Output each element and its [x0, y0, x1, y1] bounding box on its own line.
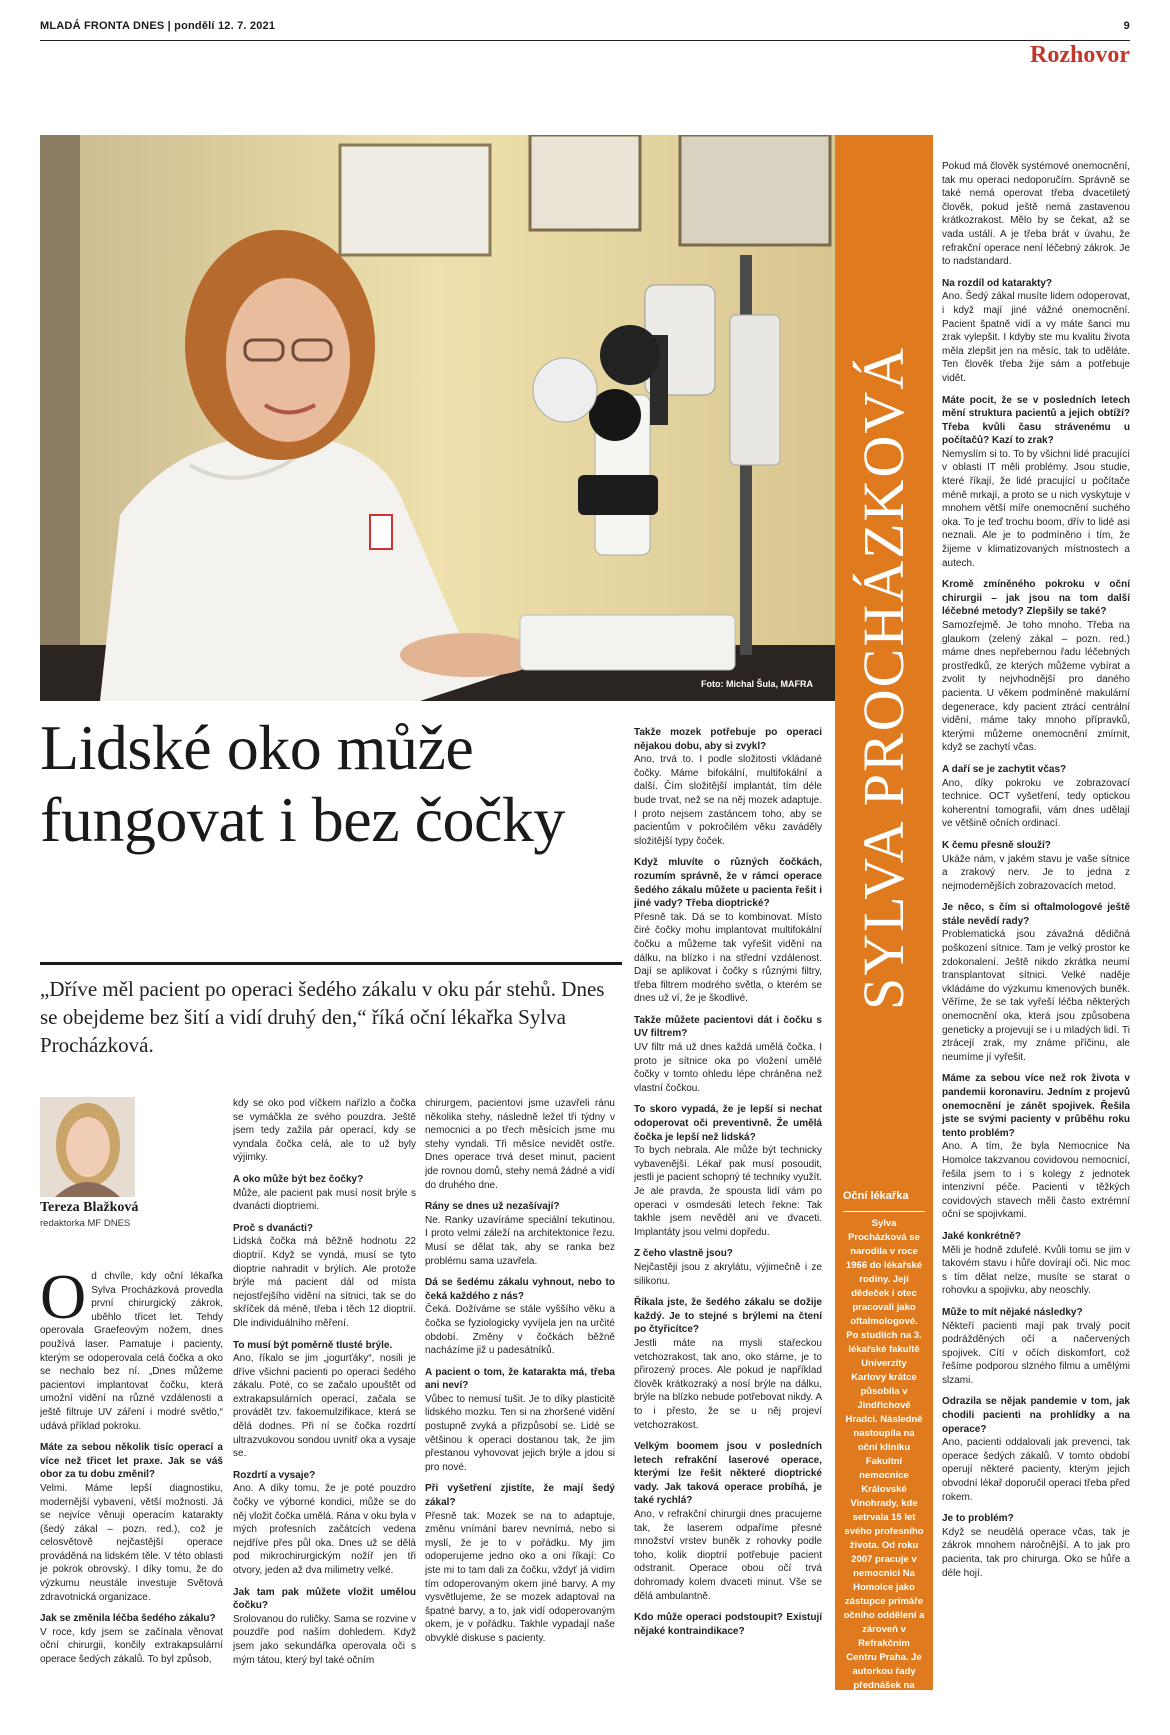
question: Proč s dvanácti? — [233, 1222, 314, 1234]
answer: UV filtr má už dnes každá umělá čočka. I proto je sítnice oka po vložení umělé čočky v tomto ohledu lépe chráněna než vlastní čočkou. — [634, 1042, 822, 1094]
question: K čemu přesně slouží? — [942, 839, 1051, 851]
answer: Čeká. Dožíváme se stále vyššího věku a čočka se fyziologicky vyvíjela jen na určité období. Změny v čočkách běžně nacházíme již u padesátníků. — [425, 1304, 615, 1357]
answer: Nemyslím si to. To by všichni lidé pracující v oblasti IT měli problémy. Jsou studie, které říkají, že lidé pracující u počítače méně mrkají, a proto se u nich vyskytuje v mnohem větší míře onemocnění suchého oka. To je teď trochu boom, dřív to lidé asi neznali. Ale je to podmíněno i tím, že žijeme v klimatizovaných místnostech a autech. — [942, 448, 1130, 569]
question: Na rozdíl od katarakty? — [942, 277, 1053, 289]
question: Máte pocit, že se v posledních letech mění struktura pacientů a jejich obtíží? Třeba kvůli času strávenému u počítačů? Kazí to zrak? — [942, 394, 1130, 447]
answer: Ano, trvá to. I podle složitosti vkládané čočky. Máme bifokální, multifokální a další. Čím složitější implantát, tím déle bude trvat, než se na něj mozek adaptuje. I proto nejsem zastáncem toho, aby se pacientům v pokročilém věku zaváděly složitější typy čoček. — [634, 754, 822, 847]
question: Máte za sebou několik tisíc operací a více než třicet let praxe. Jak se váš obor za tu dobu změnil? — [40, 1442, 223, 1481]
question: Máme za sebou více než rok života v pandemii koronaviru. Jedním z projevů onemocnění je zánět spojivek. Řešila jste se svými pacienty v průběhu roku tento problém? — [942, 1073, 1130, 1139]
answer: Ne. Ranky uzavíráme speciální tekutinou. I proto velmi záleží na architektonice řezu. Musí se dělat tak, aby se ranka bez problému sama uzavřela. — [425, 1214, 615, 1267]
main-photo — [40, 135, 835, 701]
question: Velkým boomem jsou v posledních letech refrakční laserové operace, kterými lze řešit některé dioptrické vady. Jak taková operace probíhá, je také rychlá? — [634, 1441, 822, 1507]
question: Při vyšetření zjistíte, že mají šedý zákal? — [425, 1483, 615, 1509]
photo-credit: Foto: Michal Šula, MAFRA — [701, 679, 813, 689]
answer: Ano. A tím, že byla Nemocnice Na Homolce takzvanou covidovou nemocnicí, řešila jsem to i s kolegy z jednotek intenzivní péče. Pacienti v těžkých covidových stavech měli často extrémní oční se spojivkami. — [942, 1141, 1130, 1221]
answer: V roce, kdy jsem se začínala věnovat oční chirurgii, končily extrakapsulární operace šedých zákalů. To byl způsob, — [40, 1626, 223, 1666]
question: Jaké konkrétně? — [942, 1230, 1021, 1242]
question: Může to mít nějaké následky? — [942, 1306, 1083, 1318]
question: Je něco, s čím si oftalmologové ještě stále nevědí rady? — [942, 902, 1130, 927]
question: Jak tam pak můžete vložit umělou čočku? — [233, 1586, 416, 1612]
answer: Ano, v refrakční chirurgii dnes pracujeme tak, že laserem odpaříme přesné množství vrstev buněk z rohovky podle toho, kolik dioptrií potřebuje pacient odstranit. Operace obou očí trvá dohromady kolem dvaceti minut. Vše se dělá ambulantně. — [634, 1509, 822, 1602]
question: Odrazila se nějak pandemie v tom, jak chodili pacienti na prohlídky a na operace? — [942, 1396, 1130, 1435]
section-label: Rozhovor — [1030, 42, 1130, 68]
question: Když mluvíte o různých čočkách, rozumím správně, že v rámci operace šedého zákalu můžete u pacienta řešit i jiné vady? Třeba dioptrické? — [634, 857, 822, 910]
author-avatar — [40, 1097, 135, 1197]
lead-paragraph: „Dříve měl pacient po operaci šedého zákalu v oku pár stehů. Dnes se obejdeme bez šití a vidí druhý den,“ říká oční lékařka Sylva Procházková. — [40, 977, 605, 1057]
portrait-illustration — [40, 135, 835, 701]
name-banner — [835, 135, 933, 1733]
intro-paragraph: Od chvíle, kdy oční lékařka Sylva Procházková provedla první chirurgický zákrok, uběhlo třicet let. Tehdy operovala Graefeovým nožem, dnes používá laser. Pamatuje i pacienty, kterým se odoperovala celá čočka a oko se nechalo bez ní. „Dnes můžeme pacientovi implantovat čočku, která umožní vidění na různé vzdálenosti a ještě filtruje UV záření i modré světlo,“ udává příklad pokroku. — [40, 1270, 223, 1432]
continuation-paragraph: Pokud má člověk systémové onemocnění, tak mu operaci nedoporučím. Správně se také nemá operovat třeba dvacetiletý člověk, pokud ještě nemá zastavenou krátkozrakost. Mělo by se čekat, až se vada ustálí. A je třeba brát v úvahu, že refrakční operace není léčebný zákrok. Je to nadstandard. — [942, 161, 1130, 268]
question: Takže můžete pacientovi dát i čočku s UV filtrem? — [634, 1014, 822, 1040]
answer: Jestli máte na mysli stařeckou vetchozrakost, tak ano, oko stárne, je to přirozený proces. Ale pokud je například člověk krátkozraký a nosí brýle na dálku, brýle na blízko nebude potřebovat nikdy. A to i přesto, že se u něj projeví vetchozrakost. — [634, 1337, 822, 1431]
question: Říkala jste, že šedého zákalu se dožije každý. Je to stejné s brýlemi na čtení po čtyřicítce? — [634, 1297, 822, 1336]
answer: Přesně tak. Dá se to kombinovat. Místo čiré čočky mohu implantovat multifokální čočku a můžeme tak vyřešit vidění na dálku, na blízko i na střední vzdálenost. Dají se aplikovat i čočky s různými filtry, třeba filtrem modrého světla, o kterém se dnes už ví, že je škodlivé. — [634, 911, 822, 1005]
answer: Může, ale pacient pak musí nosit brýle s dvanácti dioptriemi. — [233, 1187, 416, 1213]
bio-heading: Oční lékařka — [843, 1190, 909, 1202]
answer: Ano. A díky tomu, že je poté pouzdro čočky ve výborné kondici, může se do něj vložit čočka umělá. Rána v oku byla v mých profesních začátcích vedena nejdříve přes půl oka. Dnes už se dělá pod mikrochirurgickým nožíř jen tři otvory, jeden až dva milimetry velké. — [233, 1483, 416, 1576]
answer: Samozřejmě. Je toho mnoho. Třeba na glaukom (zelený zákal – pozn. red.) máme dnes nepřebernou řadu léčebných prostředků, ze kterých můžeme vybírat a zvolit ty nejvhodnější pro daného pacienta. U věkem podmíněné makulární degenerace, kdy pacient ztrácí centrální vidění, máme taky mnoho přípravků, kterými můžeme onemocnění zmírnit, když se zachytí včas. — [942, 620, 1130, 754]
answer: Lidská čočka má běžně hodnotu 22 dioptrií. Když se vyndá, musí se tyto dioptrie nahradit v brýlích. Ale protože brýle má pacient dál od místa nejostřejšího vidění na sítnici, tak se do skříček dá méně, třeba i těch 12 dioptrií. Dle individuálního měření. — [233, 1236, 416, 1329]
continuation-paragraph: chirurgem, pacientovi jsme uzavřeli ránu několika stehy, následně ležel tři týdny v nemocnici a po třech měsících jsme mu stehy vyndali. Tři měsíce nevidět ostře. Dnes operace trvá deset minut, pacient jde rovnou domů, stehy nemá žádné a vidí do druhého dne. — [425, 1098, 615, 1191]
answer: Ano. Šedý zákal musíte lidem odoperovat, i když mají jiné vážné onemocnění. Pacient špatně vidí a vy máte šanci mu zrak vylepšit. I kdyby ste mu kvalitu života měla zlepšit jen na měsíc, tak to uděláte. Ten člověk třeba žije sám a potřebuje vidět. — [942, 291, 1130, 384]
bio-divider — [843, 1211, 925, 1212]
question: To musí být poměrně tlusté brýle. — [233, 1339, 393, 1351]
answer: Ukáže nám, v jakém stavu je vaše sítnice a zrakový nerv. Je to jedna z nejmodernějších zobrazovacích metod. — [942, 853, 1130, 892]
author-name: Tereza Blažková — [40, 1200, 139, 1215]
continuation-paragraph: kdy se oko pod víčkem nařízlo a čočka se vymáčkla ze svého pouzdra. Ještě jsem tedy zažila pár operací, kdy se vyndala čočka celá, ale to už byly výjimky. — [233, 1098, 416, 1164]
question: Rány se dnes už nezašívají? — [425, 1201, 560, 1213]
answer: Nejčastěji jsou z akrylátu, výjimečně i ze silikonu. — [634, 1261, 822, 1287]
lead-divider — [40, 962, 622, 965]
author-role: redaktorka MF DNES — [40, 1218, 131, 1229]
answer: To bych nebrala. Ale může být technicky vybavenější. Lékař pak musí posoudit, jestli je pacient schopný té techniky využít. Je ale pravda, že spousta lidí vám po operaci v osmdesáti letech řekne: Tak takhle jsem nevěděl ani ve dvaceti. Implantáty jsou velmi dopředu. — [634, 1145, 822, 1238]
page-number: 9 — [1123, 20, 1130, 32]
answer: Ano, pacienti oddalovali jak prevenci, tak operace šedých zákalů. V tomto období operují některé pacienty, kterým jejich obvodní lékař doporučil operaci třeba před rokem. — [942, 1437, 1130, 1503]
question: Rozdrtí a vysaje? — [233, 1469, 316, 1481]
answer: Měli je hodně zdufelé. Kvůli tomu se jim v takovém stavu i hůře dovírají oči. Nic moc s tím dělat nelze, musíte se starat o rohovku a spojivku, aby neoschly. — [942, 1244, 1130, 1297]
question: A daří se je zachytit včas? — [942, 763, 1067, 775]
answer: Vůbec to nemusí tušit. Je to díky plasticitě lidského mozku. Ten si na zhoršené vidění postupně zvyká a přizpůsobí se. Lidé se většinou k operaci dostanou tak, že jim přestanou vyhovovat jejich brýle a jdou si pro nové. — [425, 1393, 615, 1473]
article-column-3 — [425, 1097, 615, 1687]
answer: Ano, říkalo se jim „jogurťáky“, nosili je dříve všichni pacienti po operaci šedého zákalu. Poté, co se začalo upouštět od extrakapsulárních operací, začala se provádět tzv. fakoemulzifikace, která se dělá dodnes. Při ní se čočka rozdrtí ultrazvukovou sondou uvnitř oka a vysaje se. — [233, 1353, 416, 1460]
author-photo — [40, 1097, 135, 1197]
vertical-name: SYLVA PROCHÁZKOVÁ — [851, 345, 916, 1010]
question: To skoro vypadá, že je lepší si nechat odoperovat oči preventivně. Že umělá čočka je lepší než lidská? — [634, 1104, 822, 1143]
question: Jak se změnila léčba šedého zákalu? — [40, 1613, 216, 1625]
drop-cap: O — [40, 1270, 87, 1332]
question: A pacient o tom, že katarakta má, třeba ani neví? — [425, 1366, 615, 1392]
article-column-2 — [233, 1097, 416, 1687]
headline: Lidské oko může fungovat i bez čočky — [40, 712, 565, 855]
article-column-5 — [942, 160, 1130, 1688]
answer: Ano, díky pokroku ve zobrazovací technice. OCT vyšetření, tedy optickou koherentní tomografii, vám dnes udělají ve většině očních ordinací. — [942, 777, 1130, 830]
question: Kdo může operaci podstoupit? Existují nějaké kontraindikace? — [634, 1612, 822, 1637]
article-column-1 — [40, 1270, 223, 1685]
question: Takže mozek potřebuje po operaci nějakou dobu, aby si zvykl? — [634, 727, 822, 752]
answer: Srolovanou do ruličky. Sama se rozvine v pouzdře pod naším dohledem. Když jsem jako sekundářka operovala oči s mým tátou, který byl také očním — [233, 1613, 416, 1666]
article-column-4 — [634, 718, 822, 1688]
masthead — [40, 20, 1130, 41]
answer: Problematická jsou závažná dědičná poškození sítnice. Tam je velký prostor ke zdokonalení. Ještě nikdo zkrátka neumí transplantovat sítnici. Velké naděje vkládáme do výzkumu kmenových buněk. Věříme, že se tak vyřeší léčba některých onemocnění oka, která jsou způsobena geneticky a projevují se i u mladých lidí. Ti ztrácejí zrak, my známe příčinu, ale neumíme jí vyřešit. — [942, 929, 1130, 1063]
answer: Někteří pacienti mají pak trvalý pocit podrážděných očí a načervených spojivek. Cítí v očích diskomfort, což řešíme podporou slzného filmu a umělými slzami. — [942, 1320, 1130, 1386]
question: Kromě zmíněného pokroku v oční chirurgii – jak jsou na tom další léčebné metody? Zlepšily se také? — [942, 579, 1130, 618]
answer: Přesně tak. Mozek se na to adaptuje, změnu vnímání barev nevnímá, nebo si myslí, že je to v pořádku. My jim odoperujeme jedno oko a oni říkají: Co jste mi to tam dali za čočku, vždyť já vidím tím odoperovaným okem jiné barvy. A my vysvětlujeme, že se mozek adaptoval na špatné barvy, a to, jak vidí odoperovaným okem, je v pořádku. Takhle vypadají naše obvyklé diskuse s pacienty. — [425, 1510, 615, 1644]
question: Z čeho vlastně jsou? — [634, 1248, 733, 1260]
question: Je to problém? — [942, 1513, 1014, 1525]
masthead-publication: MLADÁ FRONTA DNES | pondělí 12. 7. 2021 — [40, 20, 276, 32]
bio-text: Sylva Procházková se narodila v roce 1966 do lékařské rodiny. Její dědeček i otec pracovali jako oftalmologové. Po studiích na 3. lékařské fakultě Univerzity Karlovy krátce působila v Jindřichově Hradci. Následně nastoupila na oční kliniku Fakultní nemocnice Královské Vinohrady, kde setrvala 15 let svého profesního života. Od roku 2007 pracuje v nemocnici Na Homolce jako zástupce primáře očního oddělení a zároveň v Refrakčním Centru Praha. Je autorkou řady přednášek na kongresech jak v tuzemsku, tak v zahraničí. — [843, 1218, 925, 1733]
answer: Když se neudělá operace včas, tak je zákrok mnohem náročnější. A to jak pro pacienta, tak pro chirurga. Oko se hůře a déle hojí. — [942, 1526, 1130, 1579]
question: A oko může být bez čočky? — [233, 1173, 364, 1185]
answer: Velmi. Máme lepší diagnostiku, modernější vybavení, větší možnosti. Já se nejvíce věnuji operacím katarakty (šedý zákal – pozn. red.), což je celosvětově nejčastější operace prováděná na lidském těle. V této oblasti je pokrok obrovský. I díky tomu, že do výzkumu neustále investuje Světová zdravotnická organizace. — [40, 1482, 223, 1603]
question: Dá se šedému zákalu vyhnout, nebo to čeká každého z nás? — [425, 1277, 615, 1302]
